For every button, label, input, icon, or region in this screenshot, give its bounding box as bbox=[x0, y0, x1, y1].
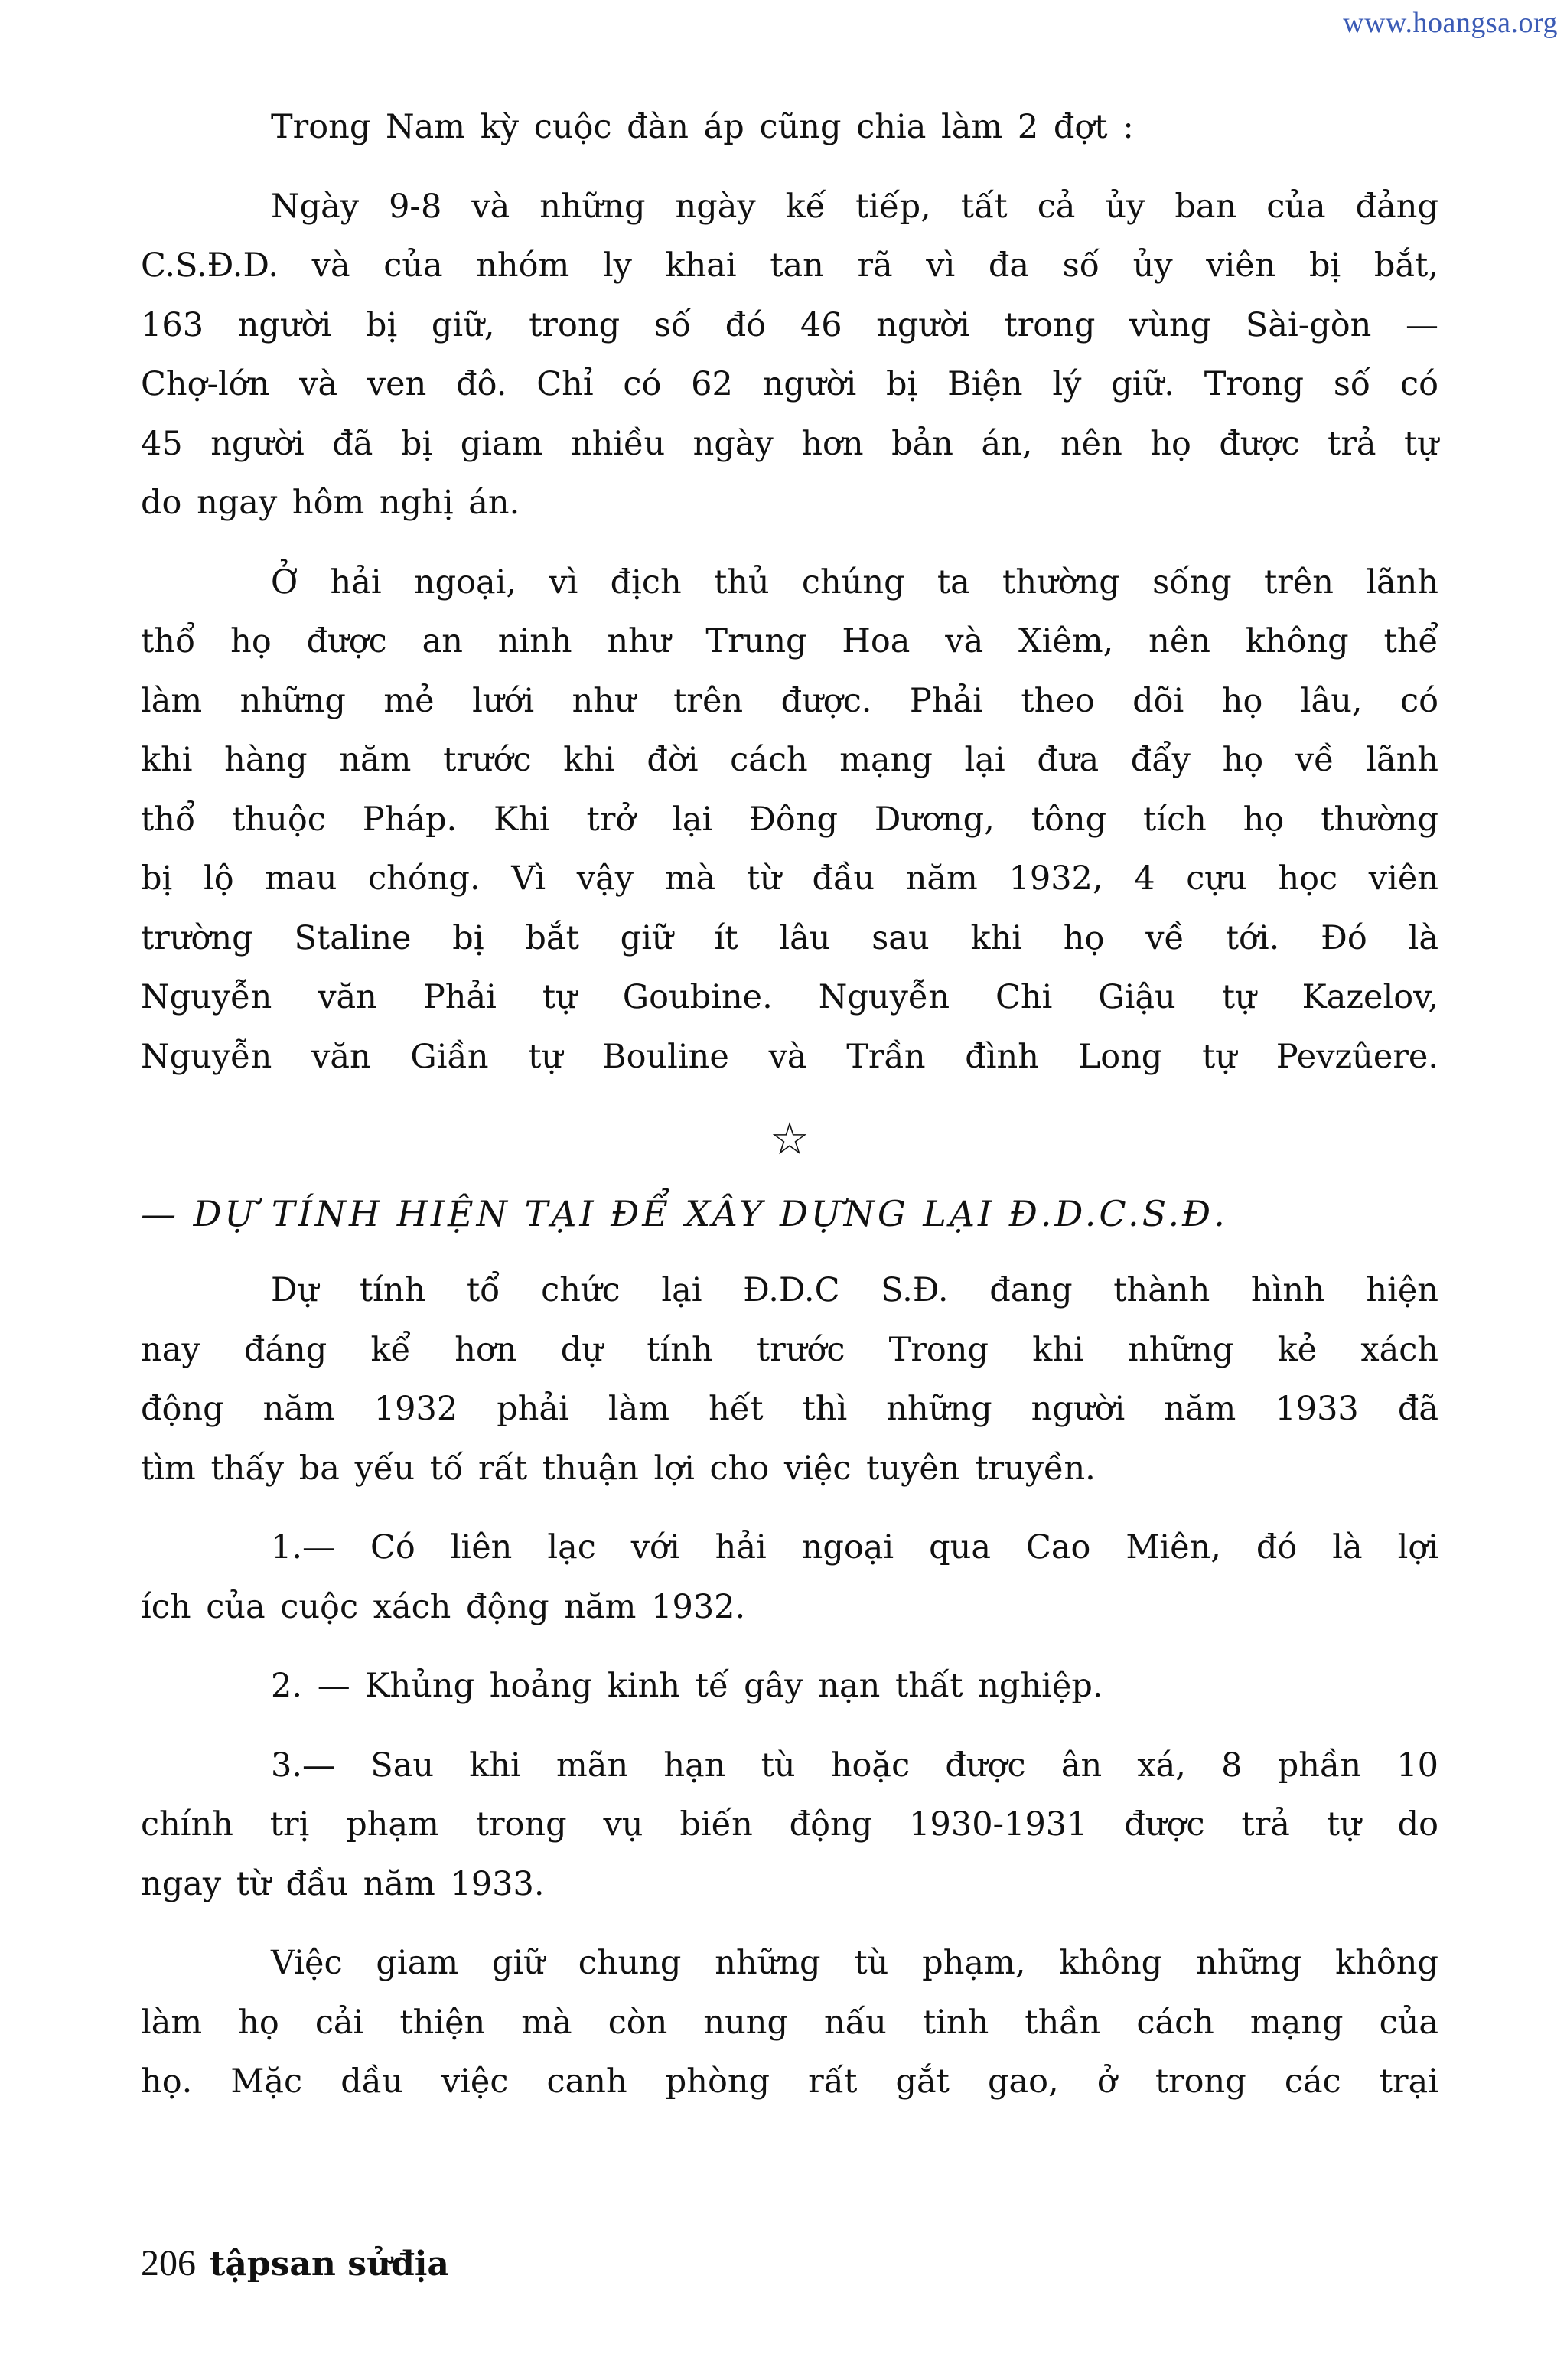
text-line: động năm 1932 phải làm hết thì những người năm 1933 đã bbox=[141, 1390, 1438, 1428]
text-line: làm những mẻ lưới như trên được. Phải theo dõi họ lâu, có bbox=[141, 681, 1438, 720]
text-line: 1.— Có liên lạc với hải ngoại qua Cao Miên, đó là lợi bbox=[271, 1528, 1438, 1567]
list-item-1 bbox=[141, 1518, 1438, 1637]
text-line: Nguyễn văn Phải tự Goubine. Nguyễn Chi Giậu tự Kazelov, bbox=[141, 978, 1438, 1016]
text-line: do ngay hôm nghị án. bbox=[141, 484, 520, 522]
text-line: 163 người bị giữ, trong số đó 46 người trong vùng Sài-gòn — bbox=[141, 305, 1438, 344]
text-line: Việc giam giữ chung những tù phạm, không những không bbox=[271, 1944, 1438, 1982]
star-icon: ☆ bbox=[770, 1113, 810, 1165]
paragraph-current-plan bbox=[141, 1261, 1438, 1498]
text-line: khi hàng năm trước khi đời cách mạng lại đưa đẩy họ về lãnh bbox=[141, 741, 1438, 779]
text-line: chính trị phạm trong vụ biến động 1930-1931 được trả tự do bbox=[141, 1805, 1438, 1844]
page-footer bbox=[141, 2241, 449, 2287]
text-line: trường Staline bị bắt giữ ít lâu sau khi họ về tới. Đó là bbox=[141, 918, 1438, 957]
text-line: 2. — Khủng hoảng kinh tế gây nạn thất nghiệp. bbox=[271, 1667, 1103, 1705]
page-body bbox=[141, 98, 1438, 2112]
watermark-url: www.hoangsa.org bbox=[1343, 7, 1558, 39]
text-line: Ở hải ngoại, vì địch thủ chúng ta thường sống trên lãnh bbox=[271, 562, 1438, 602]
paragraph-arrests-cochinchina bbox=[141, 178, 1438, 533]
text-line: C.S.Đ.D. và của nhóm ly khai tan rã vì đa số ủy viên bị bắt, bbox=[141, 246, 1438, 285]
text-line: Ngày 9-8 và những ngày kế tiếp, tất cả ủy ban của đảng bbox=[271, 187, 1438, 226]
text-line: bị lộ mau chóng. Vì vậy mà từ đầu năm 1932, 4 cựu học viên bbox=[141, 859, 1438, 898]
text-line: làm họ cải thiện mà còn nung nấu tinh thần cách mạng của bbox=[141, 2003, 1438, 2042]
text-line: Nguyễn văn Giần tự Bouline và Trần đình Long tự Pevzûere. bbox=[141, 1037, 1438, 1076]
text-line: thổ họ được an ninh như Trung Hoa và Xiêm, nên không thể bbox=[141, 622, 1438, 660]
text-line: tìm thấy ba yếu tố rất thuận lợi cho việc tuyên truyền. bbox=[141, 1449, 1096, 1488]
text-line: họ. Mặc dầu việc canh phòng rất gắt gao, ở trong các trại bbox=[141, 2062, 1438, 2101]
paragraph-detention bbox=[141, 1934, 1438, 2112]
paragraph-intro bbox=[141, 98, 1438, 158]
text-line: Chợ-lớn và ven đô. Chỉ có 62 người bị Biện lý giữ. Trong số có bbox=[141, 365, 1438, 403]
text-line: ngay từ đầu năm 1933. bbox=[141, 1864, 545, 1903]
page-number: 206 bbox=[141, 2243, 196, 2284]
paragraph-overseas bbox=[141, 553, 1438, 1087]
text-line: Trong Nam kỳ cuộc đàn áp cũng chia làm 2 đợt : bbox=[271, 108, 1134, 146]
text-line: nay đáng kể hơn dự tính trước Trong khi những kẻ xách bbox=[141, 1330, 1438, 1369]
text-line: Dự tính tổ chức lại Đ.D.C S.Đ. đang thành hình hiện bbox=[271, 1271, 1438, 1309]
text-line: thổ thuộc Pháp. Khi trở lại Đông Dương, tông tích họ thường bbox=[141, 800, 1438, 839]
section-heading: — DỰ TÍNH HIỆN TẠI ĐỂ XÂY DỰNG LẠI Đ.D.C.S.Đ. bbox=[141, 1193, 1228, 1234]
text-line: 45 người đã bị giam nhiều ngày hơn bản án, nên họ được trả tự bbox=[141, 424, 1438, 463]
text-line: ích của cuộc xách động năm 1932. bbox=[141, 1587, 746, 1626]
list-item-2 bbox=[141, 1657, 1438, 1717]
text-line: 3.— Sau khi mãn hạn tù hoặc được ân xá, 8 phần 10 bbox=[271, 1746, 1438, 1785]
publication-name: tậpsan sửđịa bbox=[210, 2245, 449, 2284]
list-item-3 bbox=[141, 1736, 1438, 1915]
